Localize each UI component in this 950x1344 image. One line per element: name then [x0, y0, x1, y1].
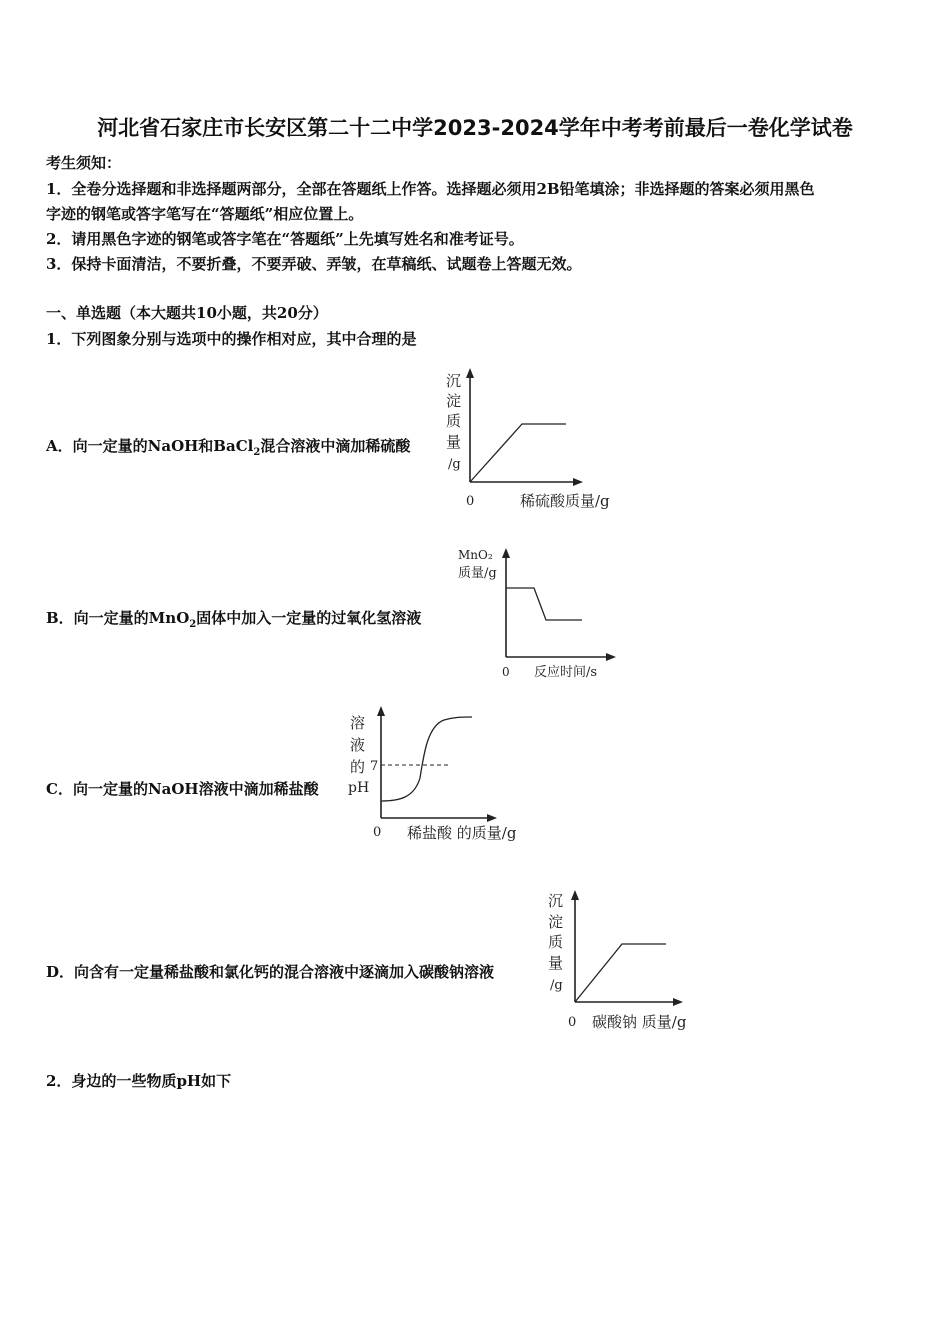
option-a-subscript: 2	[253, 447, 261, 458]
graph-c	[344, 700, 544, 850]
graph-c-ylabel-2: 液	[350, 736, 366, 754]
graph-c-ylabel-3: 的	[350, 758, 366, 776]
graph-d-ylabel-3: 质	[548, 933, 564, 951]
graph-b-ylabel-2: 质量/g	[458, 566, 497, 581]
graph-c-y-arrow	[377, 706, 385, 716]
notice-item-2: 2．请用黑色字迹的钢笔或答字笔在“答题纸”上先填写姓名和准考证号。	[46, 230, 524, 248]
question-1-stem: 1．下列图象分别与选项中的操作相对应，其中合理的是	[46, 330, 417, 348]
graph-c-ylabel-1: 溶	[350, 714, 366, 732]
graph-a-origin: 0	[466, 494, 475, 509]
graph-d-x-arrow	[673, 998, 683, 1006]
option-d: D．向含有一定量稀盐酸和氯化钙的混合溶液中逐滴加入碳酸钠溶液	[46, 963, 495, 981]
graph-d-ylabel-1: 沉	[548, 892, 564, 910]
graph-a-yunit: /g	[448, 457, 461, 472]
graph-d-y-arrow	[571, 890, 579, 900]
graph-c-origin: 0	[373, 825, 382, 840]
graph-a-ylabel-3: 质	[446, 412, 462, 430]
graph-a	[440, 362, 640, 517]
graph-d-xlabel: 碳酸钠 质量/g	[592, 1013, 687, 1031]
graph-c-xlabel: 稀盐酸 的质量/g	[407, 824, 517, 842]
graph-b	[456, 540, 626, 680]
graph-d-origin: 0	[568, 1015, 577, 1030]
graph-b-ylabel-1: MnO₂	[458, 548, 493, 562]
graph-d	[544, 884, 704, 1034]
section-heading: 一、单选题（本大题共10小题，共20分）	[46, 304, 328, 322]
graph-c-x-arrow	[487, 814, 497, 822]
graph-a-curve	[470, 424, 566, 482]
graph-b-origin: 0	[502, 665, 510, 679]
graph-b-xlabel: 反应时间/s	[534, 665, 598, 680]
graph-d-yunit: /g	[550, 978, 563, 993]
graph-d-ylabel-2: 淀	[548, 913, 564, 931]
graph-a-ylabel-2: 淀	[446, 392, 462, 410]
notice-item-3: 3．保持卡面清洁，不要折叠，不要弄破、弄皱，在草稿纸、试题卷上答题无效。	[46, 255, 582, 273]
graph-c-ylabel-4: pH	[348, 780, 370, 796]
graph-d-ylabel-4: 量	[548, 954, 564, 972]
page-title: 河北省石家庄市长安区第二十二中学2023-2024学年中考考前最后一卷化学试卷	[97, 116, 853, 140]
graph-b-curve	[506, 588, 582, 620]
option-a-suffix: 混合溶液中滴加稀硫酸	[260, 437, 411, 455]
notice-item-1: 1．全卷分选择题和非选择题两部分，全部在答题纸上作答。选择题必须用2B铅笔填涂；非选择题的答案必须用黑色	[46, 180, 815, 198]
option-c: C．向一定量的NaOH溶液中滴加稀盐酸	[46, 780, 319, 798]
option-b-suffix: 固体中加入一定量的过氧化氢溶液	[196, 609, 422, 627]
graph-a-xlabel: 稀硫酸质量/g	[520, 492, 610, 510]
option-b	[46, 607, 421, 630]
notice-heading: 考生须知：	[46, 154, 122, 172]
option-a	[46, 435, 410, 458]
question-2-stem: 2．身边的一些物质pH如下	[46, 1072, 232, 1090]
graph-a-x-arrow	[573, 478, 583, 486]
option-a-prefix: A．向一定量的NaOH和BaCl	[46, 437, 254, 455]
graph-a-ylabel-4: 量	[446, 433, 462, 451]
graph-c-curve	[381, 717, 472, 801]
graph-b-y-arrow	[502, 548, 510, 558]
graph-a-y-arrow	[466, 368, 474, 378]
option-b-subscript: 2	[189, 619, 197, 630]
graph-b-x-arrow	[606, 653, 616, 661]
option-b-prefix: B．向一定量的MnO	[46, 609, 190, 627]
graph-a-ylabel-1: 沉	[446, 372, 462, 390]
graph-d-curve	[575, 944, 666, 1002]
graph-c-ytick-7: 7	[370, 759, 379, 774]
notice-item-1-cont: 字迹的钢笔或答字笔写在“答题纸”相应位置上。	[46, 205, 364, 223]
